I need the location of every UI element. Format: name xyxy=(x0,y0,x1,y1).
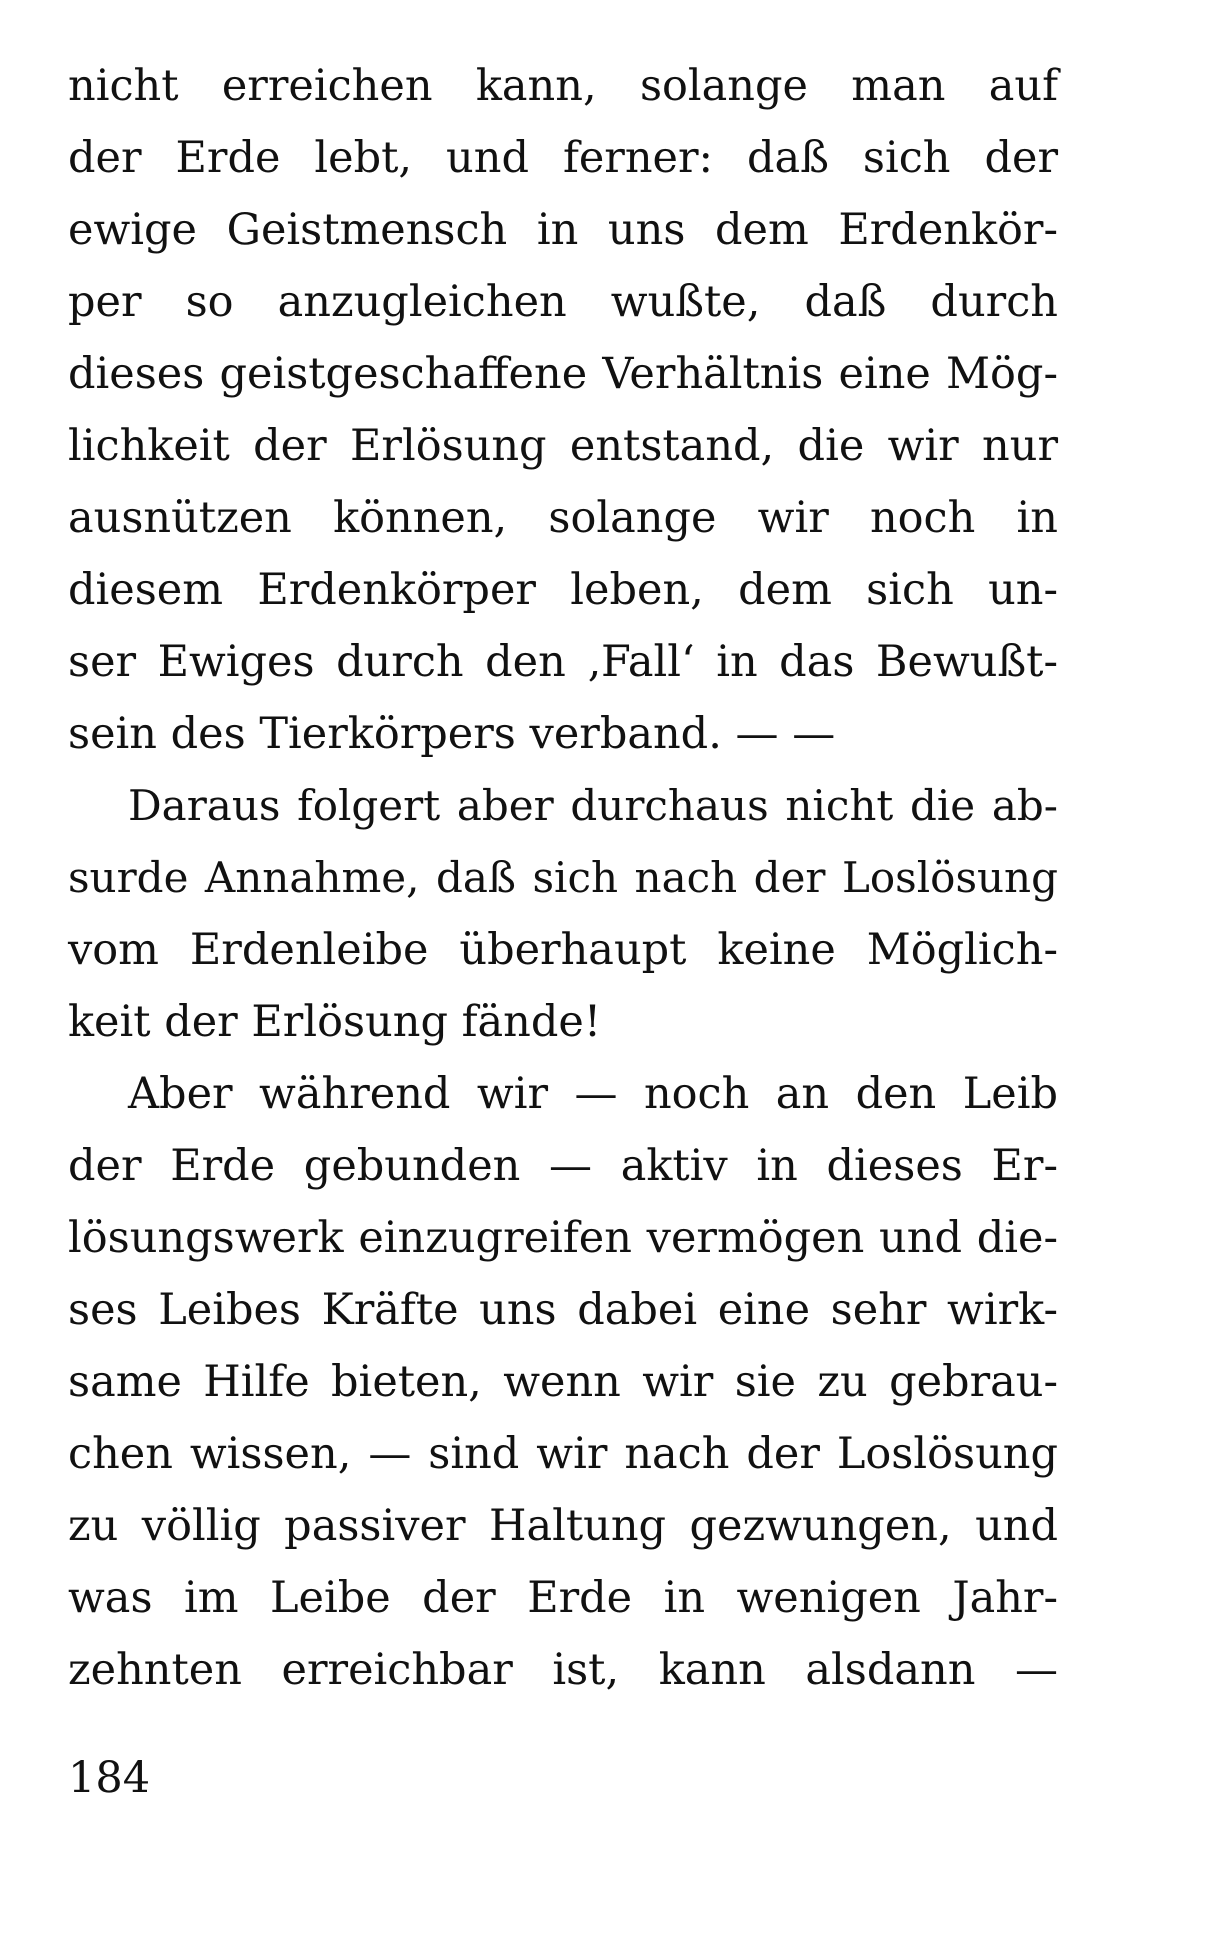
body-text xyxy=(68,50,1058,1706)
text-line: same Hilfe bieten, wenn wir sie zu gebrau- xyxy=(68,1357,1058,1407)
text-line: was im Leibe der Erde in wenigen Jahr- xyxy=(68,1573,1058,1623)
text-line: ewige Geistmensch in uns dem Erdenkör- xyxy=(68,205,1058,255)
text-line: diesem Erdenkörper leben, dem sich un- xyxy=(68,565,1058,615)
text-line: keit der Erlösung fände! xyxy=(68,997,602,1047)
page-number: 184 xyxy=(68,1753,151,1803)
text-line: lichkeit der Erlösung entstand, die wir nur xyxy=(68,421,1058,471)
text-line: dieses geistgeschaffene Verhältnis eine Mög- xyxy=(68,349,1058,399)
text-line: der Erde lebt, und ferner: daß sich der xyxy=(68,133,1058,183)
text-line: der Erde gebunden — aktiv in dieses Er- xyxy=(68,1141,1058,1191)
text-line: per so anzugleichen wußte, daß durch xyxy=(68,277,1058,327)
text-line: ses Leibes Kräfte uns dabei eine sehr wirk- xyxy=(68,1285,1058,1335)
text-line: nicht erreichen kann, solange man auf xyxy=(68,61,1058,111)
text-line: ser Ewiges durch den ‚Fall‘ in das Bewußt- xyxy=(68,637,1058,687)
text-line: ausnützen können, solange wir noch in xyxy=(68,493,1058,543)
paragraph-start-line: Aber während wir — noch an den Leib xyxy=(128,1069,1058,1119)
text-line: surde Annahme, daß sich nach der Loslösung xyxy=(68,853,1058,902)
text-line: lösungswerk einzugreifen vermögen und die- xyxy=(68,1213,1058,1263)
text-line: chen wissen, — sind wir nach der Loslösung xyxy=(68,1429,1058,1479)
text-line: zehnten erreichbar ist, kann alsdann — xyxy=(68,1645,1058,1695)
paragraph-start-line: Daraus folgert aber durchaus nicht die ab- xyxy=(128,781,1058,830)
text-line: zu völlig passiver Haltung gezwungen, und xyxy=(68,1501,1058,1551)
text-line: vom Erdenleibe überhaupt keine Möglich- xyxy=(68,925,1058,975)
text-line: sein des Tierkörpers verband. — — xyxy=(68,709,836,759)
